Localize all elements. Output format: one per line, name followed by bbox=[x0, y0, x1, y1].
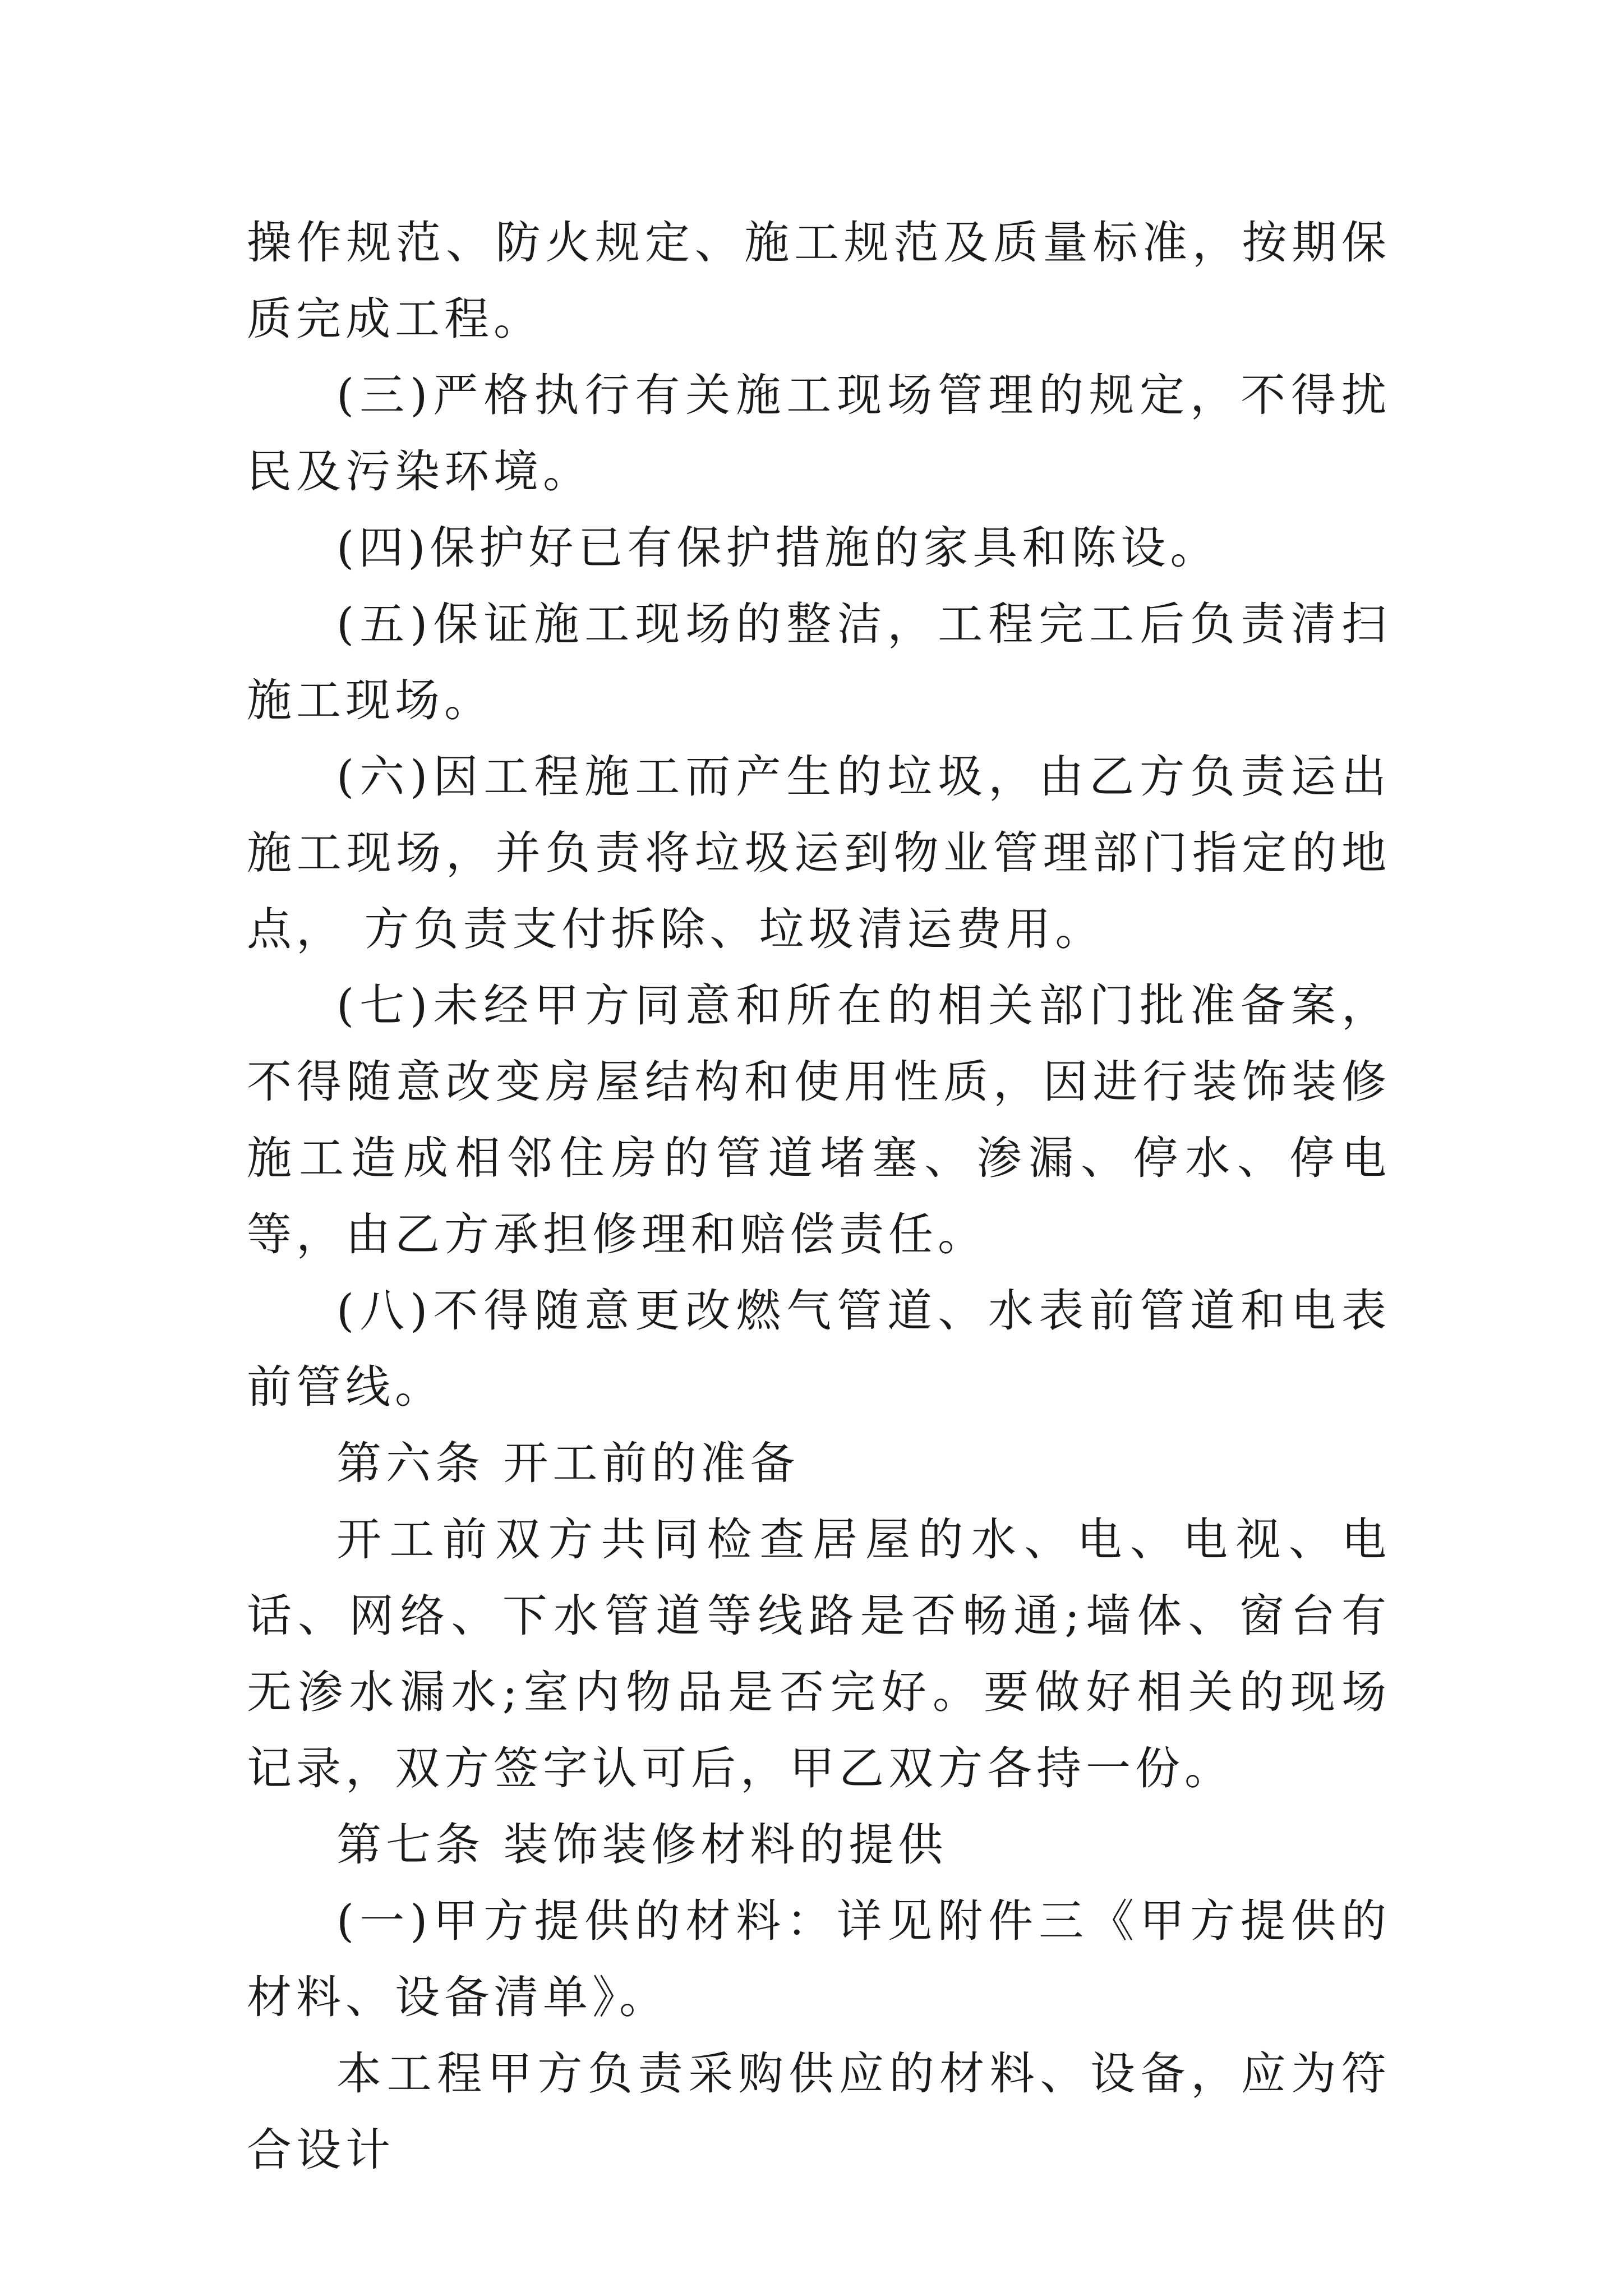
document-body bbox=[247, 205, 1391, 2188]
paragraph-item-4: (四)保护好已有保护措施的家具和陈设。 bbox=[336, 522, 1220, 574]
article-7-item-1: (一)甲方提供的材料：详见附件三《甲方提供的材料、设备清单》。 bbox=[247, 1895, 1391, 2023]
article-7-body: 本工程甲方负责采购供应的材料、设备，应为符合设计 bbox=[247, 2047, 1391, 2176]
paragraph-item-8: (八)不得随意更改燃气管道、水表前管道和电表前管线。 bbox=[247, 1285, 1391, 1413]
paragraph-item-3: (三)严格执行有关施工现场管理的规定，不得扰民及污染环境。 bbox=[247, 369, 1391, 498]
paragraph-item-5: (五)保证施工现场的整洁，工程完工后负责清扫施工现场。 bbox=[247, 598, 1391, 726]
paragraph-item-6: (六)因工程施工而产生的垃圾，由乙方负责运出施工现场，并负责将垃圾运到物业管理部门指定的地点， 方负责支付拆除、垃圾清运费用。 bbox=[247, 751, 1391, 955]
paragraph-continuation: 操作规范、防火规定、施工规范及质量标准，按期保质完成工程。 bbox=[247, 217, 1391, 345]
article-7-heading: 第七条 装饰装修材料的提供 bbox=[336, 1819, 948, 1871]
article-6-heading: 第六条 开工前的准备 bbox=[336, 1437, 800, 1489]
article-6-body: 开工前双方共同检查居屋的水、电、电视、电话、网络、下水管道等线路是否畅通;墙体、窗台有无渗水漏水;室内物品是否完好。要做好相关的现场记录，双方签字认可后，甲乙双方各持一份。 bbox=[247, 1513, 1391, 1795]
paragraph-item-7: (七)未经甲方同意和所在的相关部门批准备案，不得随意改变房屋结构和使用性质，因进行装饰装修施工造成相邻住房的管道堵塞、渗漏、停水、停电等，由乙方承担修理和赔偿责任。 bbox=[247, 979, 1391, 1260]
